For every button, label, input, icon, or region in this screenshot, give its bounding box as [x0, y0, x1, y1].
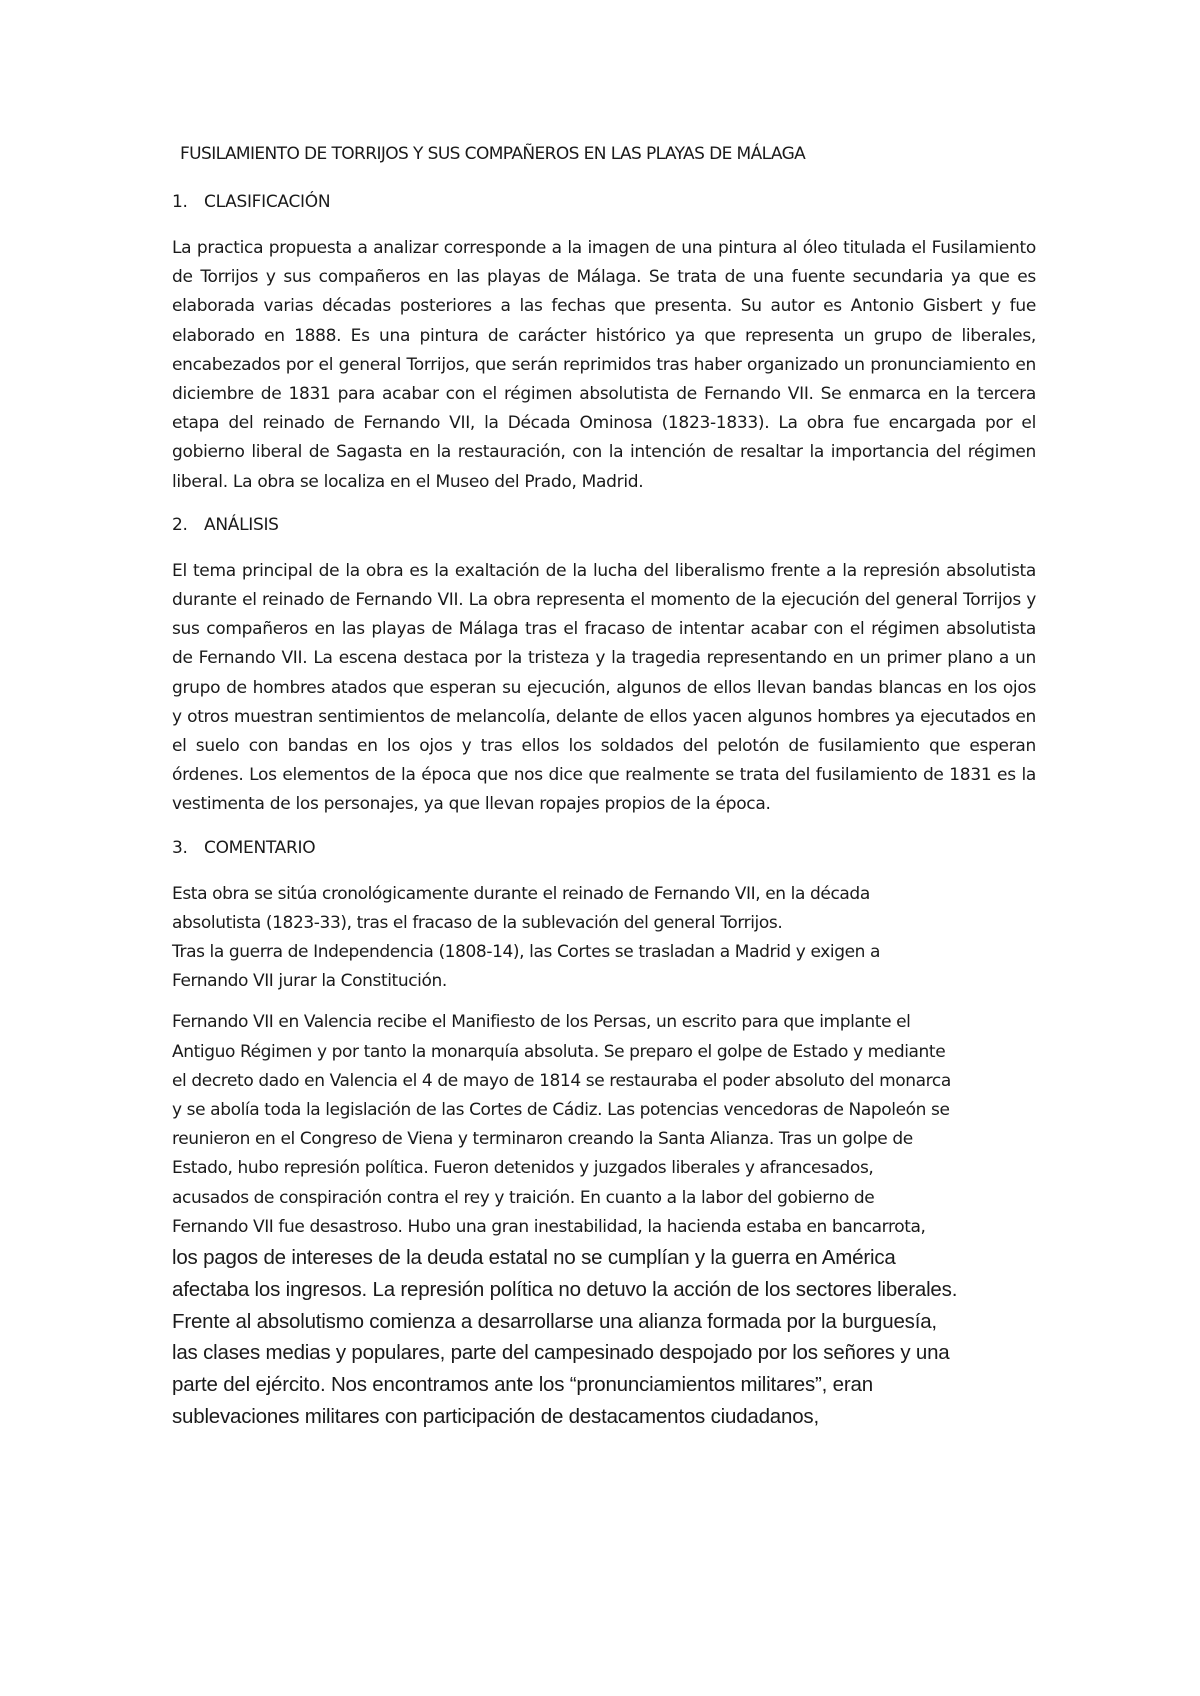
section-title: ANÁLISIS [204, 514, 279, 535]
section-heading-comentario [172, 834, 1036, 862]
text-line: Antiguo Régimen y por tanto la monarquía absoluta. Se preparo el golpe de Estado y mediante [172, 1041, 946, 1062]
text-line: reunieron en el Congreso de Viena y terminaron creando la Santa Alianza. Tras un golpe de [172, 1129, 913, 1150]
text-line: parte del ejército. Nos encontramos ante los “pronunciamientos militares”, eran [172, 1373, 873, 1397]
text-line: Frente al absolutismo comienza a desarrollarse una alianza formada por la burguesía, [172, 1309, 937, 1333]
section-number: 1. [172, 192, 188, 212]
text-line: Estado, hubo represión política. Fueron detenidos y juzgados liberales y afrancesados, [172, 1158, 874, 1179]
text-line: acusados de conspiración contra el rey y traición. En cuanto a la labor del gobierno de [172, 1187, 875, 1208]
paragraph-clasificacion: La practica propuesta a analizar corresponde a la imagen de una pintura al óleo titulada el Fusilamiento de Torrijos y sus compañeros en las playas de Málaga. Se trata de una fuente secundaria ya que es elaborada varias décadas posteriores a las fechas que presenta. Su autor es Antonio Gisbert y fue elaborado en 1888. Es una pintura de carácter histórico ya que representa un grupo de liberales, encabezados por el general Torrijos, que serán reprimidos tras haber organizado un pronunciamiento en diciembre de 1831 para acabar con el régimen absolutista de Fernando VII. Se enmarca en la tercera etapa del reinado de Fernando VII, la Década Ominosa (1823-1833). La obra fue encargada por el gobierno liberal de Sagasta en la restauración, con la intención de resaltar la importancia del régimen liberal. La obra se localiza en el Museo del Prado, Madrid. [172, 238, 1036, 492]
paragraph-comentario-body [172, 1008, 1036, 1242]
section-title: CLASIFICACIÓN [204, 192, 331, 212]
text-line: el decreto dado en Valencia el 4 de mayo de 1814 se restauraba el poder absoluto del monarca [172, 1070, 951, 1091]
text-line: afectaba los ingresos. La represión política no detuvo la acción de los sectores liberales. [172, 1277, 958, 1301]
paragraph-comentario-intro [172, 880, 1036, 997]
text-line: Fernando VII jurar la Constitución. [172, 971, 447, 992]
section-number: 3. [172, 837, 188, 858]
text-line: Fernando VII fue desastroso. Hubo una gran inestabilidad, la hacienda estaba en bancarrota, [172, 1216, 926, 1237]
section-heading-clasificacion [172, 188, 1036, 216]
paragraph-analisis: El tema principal de la obra es la exaltación de la lucha del liberalismo frente a la represión absolutista durante el reinado de Fernando VII. La obra representa el momento de la ejecución del general Torrijos y sus compañeros en las playas de Málaga tras el fracaso de intentar acabar con el régimen absolutista de Fernando VII. La escena destaca por la tristeza y la tragedia representando en un primer plano a un grupo de hombres atados que esperan su ejecución, algunos de ellos llevan bandas blancas en los ojos y otros muestran sentimientos de melancolía, delante de ellos yacen algunos hombres ya ejecutados en el suelo con bandas en los ojos y tras ellos los soldados del pelotón de fusilamiento que esperan órdenes. Los elementos de la época que nos dice que realmente se trata del fusilamiento de 1831 es la vestimenta de los personajes, ya que llevan ropajes propios de la época. [172, 560, 1036, 815]
text-line: las clases medias y populares, parte del campesinado despojado por los señores y una [172, 1341, 950, 1365]
paragraph-comentario-continuation [172, 1242, 1036, 1433]
text-line: absolutista (1823-33), tras el fracaso de la sublevación del general Torrijos. [172, 912, 783, 933]
text-line: Fernando VII en Valencia recibe el Manifiesto de los Persas, un escrito para que implante el [172, 1012, 911, 1033]
text-line: y se abolía toda la legislación de las Cortes de Cádiz. Las potencias vencedoras de Napoleón se [172, 1100, 950, 1121]
text-line: sublevaciones militares con participación de destacamentos ciudadanos, [172, 1405, 819, 1429]
text-line: los pagos de intereses de la deuda estatal no se cumplían y la guerra en América [172, 1246, 896, 1270]
section-heading-analisis [172, 511, 1036, 539]
document-body [172, 140, 1036, 1447]
section-title: COMENTARIO [204, 837, 316, 858]
document-title: FUSILAMIENTO DE TORRIJOS Y SUS COMPAÑEROS EN LAS PLAYAS DE MÁLAGA [180, 144, 806, 164]
text-line: Tras la guerra de Independencia (1808-14), las Cortes se trasladan a Madrid y exigen a [172, 942, 881, 963]
section-number: 2. [172, 514, 188, 535]
text-line: Esta obra se sitúa cronológicamente durante el reinado de Fernando VII, en la década [172, 883, 870, 904]
